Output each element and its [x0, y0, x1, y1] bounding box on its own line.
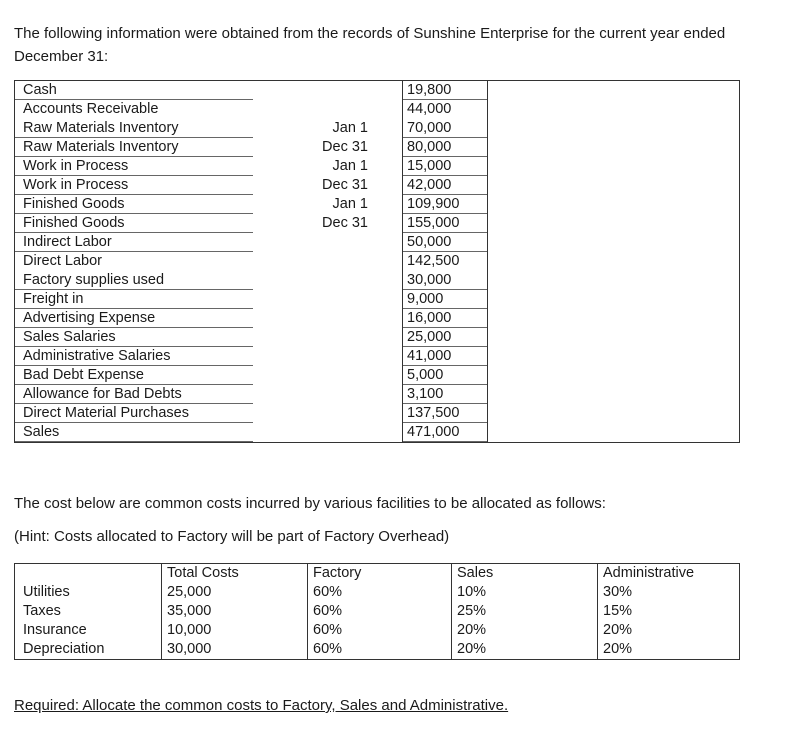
- ledger-amount: 15,000: [403, 157, 488, 176]
- ledger-blank-cell: [488, 195, 740, 214]
- ledger-blank-cell: [488, 214, 740, 233]
- ledger-blank-cell: [488, 290, 740, 309]
- allocation-total-cost: 25,000: [162, 583, 308, 602]
- header-factory: Factory: [308, 564, 452, 584]
- intro-text: The following information were obtained from the records of Sunshine Enterprise for the current year ended December 31:: [14, 25, 726, 65]
- ledger-blank-cell: [488, 423, 740, 443]
- ledger-account-name: Finished Goods: [15, 214, 254, 233]
- ledger-amount: 70,000: [403, 119, 488, 138]
- ledger-account-name: Allowance for Bad Debts: [15, 385, 254, 404]
- ledger-amount: 155,000: [403, 214, 488, 233]
- allocation-header-row: [15, 564, 740, 584]
- ledger-date: [253, 309, 403, 328]
- allocation-factory-pct: 60%: [308, 602, 452, 621]
- header-total-costs: Total Costs: [162, 564, 308, 584]
- ledger-row: [15, 404, 740, 423]
- allocation-total-cost: 35,000: [162, 602, 308, 621]
- allocation-admin-pct: 30%: [598, 583, 740, 602]
- ledger-date: [253, 271, 403, 290]
- header-blank: [15, 564, 162, 584]
- ledger-amount: 3,100: [403, 385, 488, 404]
- ledger-date: Jan 1: [332, 120, 368, 136]
- ledger-amount: 5,000: [403, 366, 488, 385]
- ledger-blank-cell: [488, 119, 740, 138]
- ledger-row: [15, 176, 740, 195]
- allocation-admin-pct: 20%: [598, 621, 740, 640]
- ledger-account-name: Administrative Salaries: [15, 347, 254, 366]
- header-sales: Sales: [452, 564, 598, 584]
- allocation-sales-pct: 10%: [452, 583, 598, 602]
- ledger-row: [15, 385, 740, 404]
- ledger-amount: 137,500: [403, 404, 488, 423]
- allocation-row: [15, 602, 740, 621]
- allocation-sales-pct: 20%: [452, 621, 598, 640]
- allocation-total-cost: 30,000: [162, 640, 308, 660]
- ledger-blank-cell: [488, 100, 740, 119]
- ledger-row: [15, 233, 740, 252]
- allocation-factory-pct: 60%: [308, 640, 452, 660]
- ledger-amount: 109,900: [403, 195, 488, 214]
- ledger-amount: 41,000: [403, 347, 488, 366]
- ledger-row: [15, 195, 740, 214]
- ledger-blank-cell: [488, 157, 740, 176]
- ledger-account-name: Raw Materials Inventory: [15, 119, 254, 138]
- ledger-date: Jan 1: [332, 196, 368, 212]
- ledger-amount: 142,500: [403, 252, 488, 271]
- ledger-amount: 80,000: [403, 138, 488, 157]
- allocation-cost-item: Utilities: [23, 584, 70, 600]
- ledger-date: [253, 252, 403, 271]
- ledger-amount: 50,000: [403, 233, 488, 252]
- allocation-total-cost: 10,000: [162, 621, 308, 640]
- ledger-amount: 44,000: [403, 100, 488, 119]
- ledger-date: Dec 31: [322, 139, 368, 155]
- ledger-account-name: Indirect Labor: [15, 233, 254, 252]
- ledger-blank-cell: [488, 271, 740, 290]
- allocation-cost-item: Insurance: [23, 622, 87, 638]
- allocation-description: The cost below are common costs incurred by various facilities to be allocated as follows:: [14, 495, 606, 512]
- ledger-blank-cell: [488, 366, 740, 385]
- ledger-account-name: Direct Material Purchases: [15, 404, 254, 423]
- ledger-date: [253, 233, 403, 252]
- allocation-admin-pct: 20%: [598, 640, 740, 660]
- ledger-table: [14, 80, 740, 443]
- ledger-row: [15, 100, 740, 119]
- ledger-row: [15, 252, 740, 271]
- allocation-factory-pct: 60%: [308, 583, 452, 602]
- ledger-date: [253, 100, 403, 119]
- ledger-amount: 16,000: [403, 309, 488, 328]
- ledger-blank-cell: [488, 233, 740, 252]
- ledger-date: [253, 81, 403, 101]
- ledger-row: [15, 119, 740, 138]
- ledger-account-name: Work in Process: [15, 176, 254, 195]
- ledger-amount: 471,000: [403, 423, 488, 443]
- allocation-sales-pct: 20%: [452, 640, 598, 660]
- ledger-date: Dec 31: [322, 177, 368, 193]
- ledger-date: [253, 423, 403, 443]
- ledger-row: [15, 214, 740, 233]
- required-instruction: Required: Allocate the common costs to Factory, Sales and Administrative.: [14, 697, 509, 714]
- ledger-account-name: Raw Materials Inventory: [15, 138, 254, 157]
- ledger-account-name: Sales Salaries: [15, 328, 254, 347]
- allocation-sales-pct: 25%: [452, 602, 598, 621]
- ledger-blank-cell: [488, 404, 740, 423]
- allocation-factory-pct: 60%: [308, 621, 452, 640]
- ledger-blank-cell: [488, 328, 740, 347]
- allocation-row: [15, 640, 740, 660]
- allocation-admin-pct: 15%: [598, 602, 740, 621]
- ledger-blank-cell: [488, 252, 740, 271]
- ledger-amount: 30,000: [403, 271, 488, 290]
- ledger-date: [253, 404, 403, 423]
- ledger-date: [253, 328, 403, 347]
- ledger-blank-cell: [488, 309, 740, 328]
- ledger-account-name: Cash: [15, 81, 254, 101]
- ledger-date: Jan 1: [332, 158, 368, 174]
- allocation-cost-item: Depreciation: [23, 641, 105, 657]
- ledger-account-name: Work in Process: [15, 157, 254, 176]
- ledger-date: Dec 31: [322, 215, 368, 231]
- ledger-row: [15, 347, 740, 366]
- ledger-account-name: Direct Labor: [23, 253, 102, 269]
- allocation-table: [14, 563, 740, 660]
- ledger-row: [15, 290, 740, 309]
- ledger-blank-cell: [488, 385, 740, 404]
- ledger-amount: 9,000: [403, 290, 488, 309]
- ledger-date: [253, 385, 403, 404]
- ledger-date: [253, 347, 403, 366]
- ledger-account-name: Bad Debt Expense: [15, 366, 254, 385]
- allocation-hint: (Hint: Costs allocated to Factory will be part of Factory Overhead): [14, 528, 450, 545]
- allocation-row: [15, 621, 740, 640]
- ledger-row: [15, 309, 740, 328]
- ledger-row: [15, 271, 740, 290]
- ledger-account-name: Freight in: [15, 290, 254, 309]
- ledger-row: [15, 138, 740, 157]
- ledger-row: [15, 157, 740, 176]
- allocation-cost-item: Taxes: [23, 603, 61, 619]
- ledger-amount: 19,800: [403, 81, 488, 101]
- ledger-amount: 25,000: [403, 328, 488, 347]
- ledger-row: [15, 328, 740, 347]
- ledger-blank-cell: [488, 138, 740, 157]
- ledger-row: [15, 81, 740, 101]
- ledger-blank-cell: [488, 81, 740, 101]
- ledger-account-name: Sales: [15, 423, 254, 443]
- ledger-account-name: Advertising Expense: [15, 309, 254, 328]
- ledger-blank-cell: [488, 347, 740, 366]
- allocation-row: [15, 583, 740, 602]
- ledger-date: [253, 366, 403, 385]
- ledger-date: [253, 290, 403, 309]
- ledger-account-name: Accounts Receivable: [23, 101, 159, 117]
- ledger-account-name: Finished Goods: [15, 195, 254, 214]
- ledger-amount: 42,000: [403, 176, 488, 195]
- header-administrative: Administrative: [598, 564, 740, 584]
- ledger-blank-cell: [488, 176, 740, 195]
- ledger-account-name: Factory supplies used: [15, 271, 254, 290]
- ledger-row: [15, 366, 740, 385]
- ledger-row: [15, 423, 740, 443]
